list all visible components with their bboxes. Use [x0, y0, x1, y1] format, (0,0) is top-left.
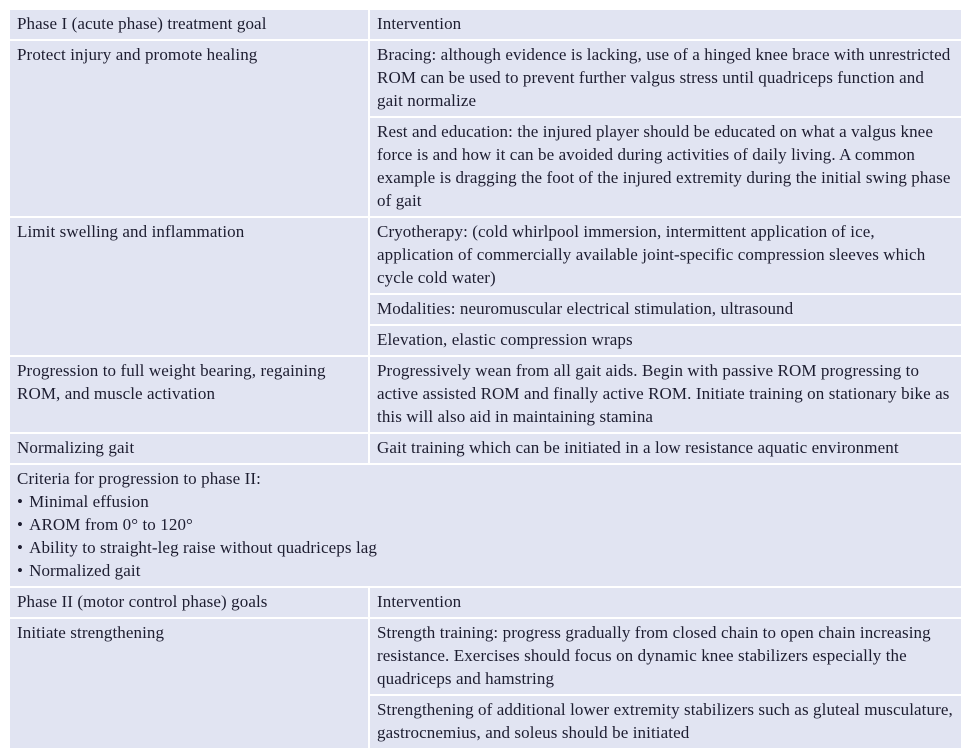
table-row: [9, 217, 962, 294]
intervention-cell-bracing: Bracing: although evidence is lacking, use of a hinged knee brace with unrestricted ROM can be used to prevent further valgus stress until quadriceps function and gait normalize: [369, 40, 962, 117]
intervention-cell-elevation: Elevation, elastic compression wraps: [369, 325, 962, 356]
bullet-icon: •: [17, 561, 24, 580]
criteria-item-text: Ability to straight-leg raise without quadriceps lag: [29, 538, 378, 557]
intervention-cell-modalities: Modalities: neuromuscular electrical stimulation, ultrasound: [369, 294, 962, 325]
goal-cell-initiate-strengthening: Initiate strengthening: [9, 618, 369, 749]
intervention-cell-rest-education: Rest and education: the injured player should be educated on what a valgus knee force is and how it can be avoided during activities of daily living. A common example is dragging the foot of the injured extremity during the initial swing phase of gait: [369, 117, 962, 217]
criteria-item-text: Minimal effusion: [29, 492, 149, 511]
table-row: [9, 433, 962, 464]
criteria-item: [17, 513, 953, 536]
criteria-item: [17, 559, 953, 582]
phase2-intervention-header-cell: Intervention: [369, 587, 962, 618]
intervention-cell-wean-gait-aids: Progressively wean from all gait aids. Begin with passive ROM progressing to active assisted ROM and finally active ROM. Initiate training on stationary bike as this will also aid in maintaining stamina: [369, 356, 962, 433]
goal-cell-limit-swelling: Limit swelling and inflammation: [9, 217, 369, 356]
bullet-icon: •: [17, 492, 24, 511]
criteria-item: [17, 490, 953, 513]
criteria-row: [9, 464, 962, 587]
phase1-goal-header-cell: Phase I (acute phase) treatment goal: [9, 9, 369, 40]
intervention-cell-gait-training: Gait training which can be initiated in a low resistance aquatic environment: [369, 433, 962, 464]
criteria-item: [17, 536, 953, 559]
intervention-cell-strength-training: Strength training: progress gradually from closed chain to open chain increasing resistance. Exercises should focus on dynamic knee stabilizers especially the quadriceps and hamstring: [369, 618, 962, 695]
phase2-header-row: [9, 587, 962, 618]
phase1-header-row: [9, 9, 962, 40]
phase2-goal-header-cell: Phase II (motor control phase) goals: [9, 587, 369, 618]
phase1-intervention-header-cell: Intervention: [369, 9, 962, 40]
treatment-protocol-table: [8, 8, 963, 750]
bullet-icon: •: [17, 538, 24, 557]
intervention-cell-additional-stabilizers: Strengthening of additional lower extremity stabilizers such as gluteal musculature, gastrocnemius, and soleus should be initiated: [369, 695, 962, 749]
intervention-cell-cryotherapy: Cryotherapy: (cold whirlpool immersion, intermittent application of ice, application of commercially available joint-specific compression sleeves which cycle cold water): [369, 217, 962, 294]
bullet-icon: •: [17, 515, 24, 534]
goal-cell-normalizing-gait: Normalizing gait: [9, 433, 369, 464]
table-row: [9, 618, 962, 695]
criteria-item-text: Normalized gait: [29, 561, 141, 580]
criteria-item-text: AROM from 0° to 120°: [29, 515, 193, 534]
table-row: [9, 40, 962, 117]
criteria-cell: [9, 464, 962, 587]
goal-cell-weight-bearing: Progression to full weight bearing, regaining ROM, and muscle activation: [9, 356, 369, 433]
goal-cell-protect-injury: Protect injury and promote healing: [9, 40, 369, 217]
criteria-title: Criteria for progression to phase II:: [17, 469, 261, 488]
table-row: [9, 356, 962, 433]
